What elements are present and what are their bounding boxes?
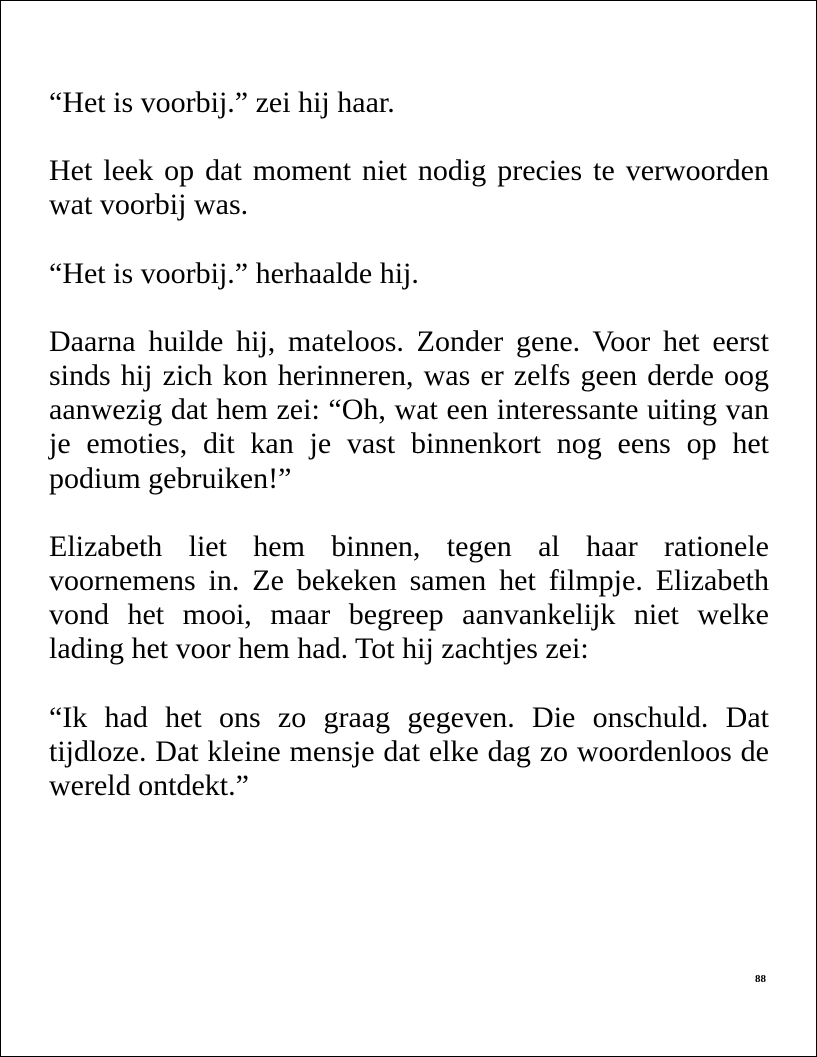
paragraph-2: Het leek op dat moment niet nodig precies te verwoorden wat voorbij was.	[49, 154, 769, 222]
text-body	[49, 86, 769, 837]
paragraph-3: “Het is voorbij.” herhaalde hij.	[49, 256, 419, 290]
page-number: 88	[755, 973, 766, 985]
paragraph-6: “Ik had het ons zo graag gegeven. Die onschuld. Dat tijdloze. Dat kleine mensje dat elke dag zo woordenloos de wereld ontdekt.”	[49, 700, 769, 803]
paragraph-5: Elizabeth liet hem binnen, tegen al haar rationele voornemens in. Ze bekeken samen het filmpje. Elizabeth vond het mooi, maar begreep aanvankelijk niet welke lading het voor hem had. Tot hij zachtjes zei:	[49, 529, 769, 666]
paragraph-1: “Het is voorbij.” zei hij haar.	[49, 86, 395, 119]
paragraph-4: Daarna huilde hij, mateloos. Zonder gene. Voor het eerst sinds hij zich kon herinneren, was er zelfs geen derde oog aanwezig dat hem zei: “Oh, wat een interessante uiting van je emoties, dit kan je vast binnenkort nog eens op het podium gebruiken!”	[49, 324, 769, 495]
